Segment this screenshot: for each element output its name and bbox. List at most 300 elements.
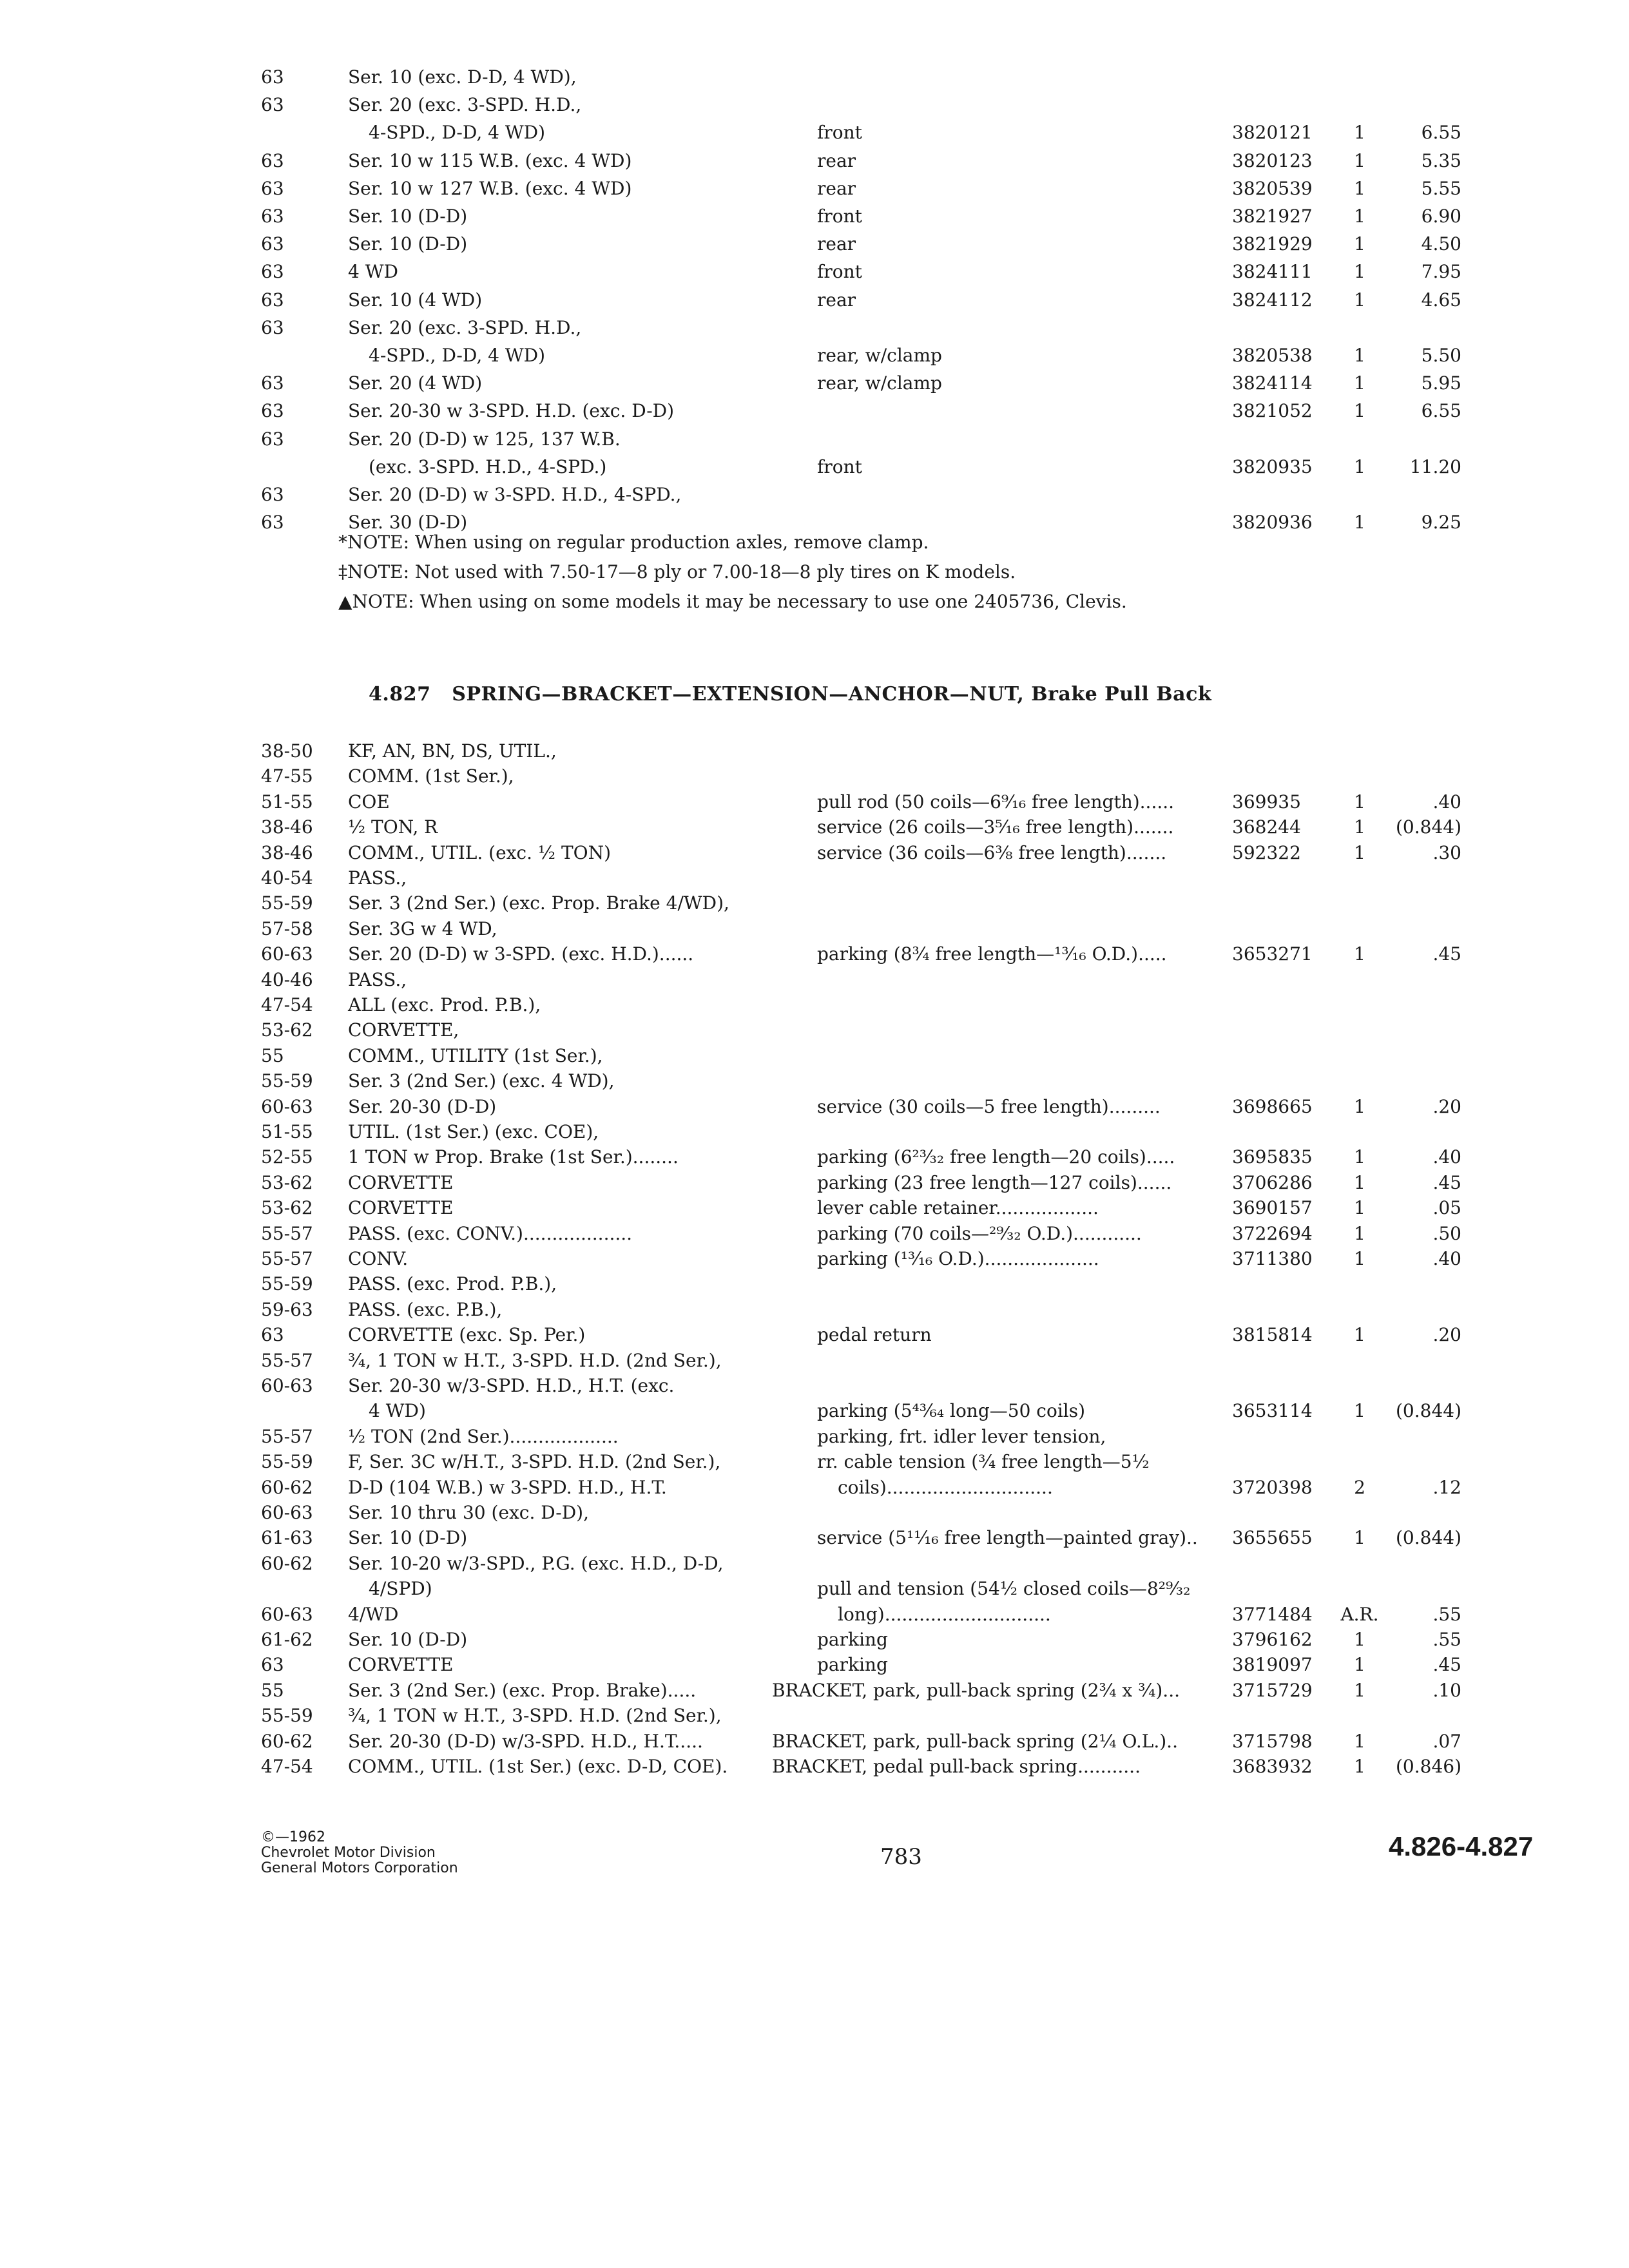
part-number-cell: 3698665 — [1232, 1095, 1313, 1117]
note-clevis: ▲NOTE: When using on some models it may be necessary to use one 2405736, Clevis. — [338, 591, 1127, 612]
part-number-cell: 3821927 — [1232, 206, 1313, 227]
quantity-cell: 1 — [1354, 149, 1365, 171]
section-subtitle: Brake Pull Back — [1031, 683, 1212, 706]
part-number-cell: 3815814 — [1232, 1324, 1313, 1346]
part-number-cell: 3821052 — [1232, 400, 1313, 422]
table-row — [0, 967, 1629, 993]
model-cell: (exc. 3-SPD. H.D., 4-SPD.) — [369, 456, 607, 477]
model-cell: PASS. (exc. P.B.), — [348, 1298, 503, 1320]
model-cell: Ser. 20-30 (D-D) w/3-SPD. H.D., H.T..... — [348, 1730, 703, 1752]
part-number-cell: 3690157 — [1232, 1197, 1313, 1219]
quantity-cell: 1 — [1354, 1248, 1365, 1269]
model-cell: Ser. 10 (D-D) — [348, 233, 468, 255]
note-clamp: *NOTE: When using on regular production axles, remove clamp. — [338, 532, 929, 553]
year-cell: 55-57 — [261, 1222, 313, 1244]
description-cell: front — [817, 122, 862, 144]
model-cell: 1 TON w Prop. Brake (1st Ser.)........ — [348, 1146, 679, 1168]
year-cell: 47-55 — [261, 765, 313, 787]
model-cell: Ser. 3 (2nd Ser.) (exc. Prop. Brake)..... — [348, 1679, 697, 1701]
year-cell: 60-63 — [261, 1375, 313, 1396]
table-row — [0, 1449, 1629, 1475]
price-cell: .45 — [1432, 943, 1461, 965]
table-row — [0, 1627, 1629, 1653]
model-cell: CORVETTE (exc. Sp. Per.) — [348, 1324, 586, 1346]
model-cell: Ser. 10-20 w/3-SPD., P.G. (exc. H.D., D-D, — [348, 1552, 724, 1574]
year-cell: 63 — [261, 400, 284, 422]
table-row — [0, 890, 1629, 916]
year-cell: 47-54 — [261, 1756, 313, 1777]
model-cell: PASS., — [348, 867, 407, 889]
model-cell: CORVETTE — [348, 1171, 454, 1193]
year-cell: 63 — [261, 94, 284, 116]
description-cell: parking (23 free length—127 coils)...... — [817, 1171, 1172, 1193]
section-title: SPRING—BRACKET—EXTENSION—ANCHOR—NUT, — [452, 683, 1025, 706]
description-cell: BRACKET, park, pull-back spring (2¾ x ¾)... — [772, 1679, 1181, 1701]
description-cell: rear — [817, 177, 856, 199]
table-row — [0, 1576, 1629, 1602]
description-cell: rear — [817, 289, 856, 311]
price-cell: .07 — [1432, 1730, 1461, 1752]
price-cell: .45 — [1432, 1171, 1461, 1193]
model-cell: Ser. 10 (exc. D-D, 4 WD), — [348, 66, 577, 88]
table-row — [0, 287, 1629, 313]
year-cell: 60-62 — [261, 1476, 313, 1498]
price-cell: .55 — [1432, 1629, 1461, 1650]
part-number-cell: 3706286 — [1232, 1171, 1313, 1193]
price-cell: .12 — [1432, 1476, 1461, 1498]
year-cell: 63 — [261, 66, 284, 88]
price-cell: 9.25 — [1421, 512, 1461, 533]
part-number-cell: 3715798 — [1232, 1730, 1313, 1752]
quantity-cell: 1 — [1354, 372, 1365, 394]
price-cell: 5.55 — [1421, 177, 1461, 199]
price-cell: 4.50 — [1421, 233, 1461, 255]
price-cell: 5.50 — [1421, 345, 1461, 366]
quantity-cell: 1 — [1354, 206, 1365, 227]
table-row — [0, 370, 1629, 396]
part-number-cell: 3722694 — [1232, 1222, 1313, 1244]
year-cell: 55-57 — [261, 1349, 313, 1371]
quantity-cell: 1 — [1354, 1679, 1365, 1701]
part-number-cell: 3715729 — [1232, 1679, 1313, 1701]
quantity-cell: 1 — [1354, 1095, 1365, 1117]
quantity-cell: 1 — [1354, 233, 1365, 255]
section-number: 4.827 — [369, 683, 431, 706]
table-row — [0, 814, 1629, 840]
page-number: 783 — [880, 1844, 922, 1870]
year-cell: 38-46 — [261, 841, 313, 863]
year-cell: 63 — [261, 206, 284, 227]
year-cell: 60-63 — [261, 1095, 313, 1117]
division-name: Chevrolet Motor Division — [261, 1845, 436, 1861]
section-range: 4.826-4.827 — [1389, 1831, 1534, 1861]
year-cell: 55-59 — [261, 1451, 313, 1473]
table-row — [0, 64, 1629, 90]
quantity-cell: 2 — [1354, 1476, 1365, 1498]
year-cell: 63 — [261, 316, 284, 338]
note-tires: ‡NOTE: Not used with 7.50-17—8 ply or 7.00-18—8 ply tires on K models. — [338, 561, 1016, 582]
part-number-cell: 3820121 — [1232, 122, 1313, 144]
price-cell: .20 — [1432, 1095, 1461, 1117]
description-cell: rr. cable tension (³⁄₄ free length—5½ — [817, 1451, 1150, 1473]
table-row — [0, 343, 1629, 369]
year-cell: 60-62 — [261, 1730, 313, 1752]
model-cell: COMM. (1st Ser.), — [348, 765, 514, 787]
model-cell: KF, AN, BN, DS, UTIL., — [348, 740, 557, 762]
price-cell: .40 — [1432, 1248, 1461, 1269]
year-cell: 47-54 — [261, 994, 313, 1015]
price-cell: .05 — [1432, 1197, 1461, 1219]
model-cell: 4-SPD., D-D, 4 WD) — [369, 122, 545, 144]
table-row — [0, 148, 1629, 174]
price-cell: .40 — [1432, 791, 1461, 812]
model-cell: ½ TON (2nd Ser.)................... — [348, 1425, 619, 1447]
table-row — [0, 865, 1629, 891]
year-cell: 55 — [261, 1679, 284, 1701]
part-number-cell: 3653271 — [1232, 943, 1313, 965]
model-cell: COMM., UTILITY (1st Ser.), — [348, 1044, 603, 1066]
part-number-cell: 3824111 — [1232, 261, 1313, 283]
quantity-cell: 1 — [1354, 289, 1365, 311]
description-cell: parking — [817, 1629, 888, 1650]
part-number-cell: 3796162 — [1232, 1629, 1313, 1650]
description-cell: BRACKET, park, pull-back spring (2¼ O.L.).. — [772, 1730, 1178, 1752]
year-cell: 59-63 — [261, 1298, 313, 1320]
model-cell: ALL (exc. Prod. P.B.), — [348, 994, 541, 1015]
model-cell: Ser. 3 (2nd Ser.) (exc. Prop. Brake 4/WD), — [348, 892, 729, 914]
year-cell: 40-46 — [261, 968, 313, 990]
year-cell: 63 — [261, 512, 284, 533]
table-row — [0, 1678, 1629, 1704]
year-cell: 55-57 — [261, 1248, 313, 1269]
quantity-cell: 1 — [1354, 1324, 1365, 1346]
description-cell: lever cable retainer.................. — [817, 1197, 1099, 1219]
description-cell: rear, w/clamp — [817, 372, 942, 394]
description-cell: rear, w/clamp — [817, 345, 942, 366]
table-row — [0, 92, 1629, 118]
quantity-cell: 1 — [1354, 1171, 1365, 1193]
table-row — [0, 1094, 1629, 1120]
year-cell: 53-62 — [261, 1197, 313, 1219]
table-row — [0, 916, 1629, 942]
quantity-cell: 1 — [1354, 791, 1365, 812]
description-cell: parking (6²³⁄₃₂ free length—20 coils)..... — [817, 1146, 1175, 1168]
description-cell: pedal return — [817, 1324, 932, 1346]
model-cell: Ser. 20 (D-D) w 125, 137 W.B. — [348, 428, 621, 450]
model-cell: Ser. 20 (exc. 3-SPD. H.D., — [348, 316, 582, 338]
table-row — [0, 1754, 1629, 1780]
quantity-cell: 1 — [1354, 1146, 1365, 1168]
quantity-cell: 1 — [1354, 1629, 1365, 1650]
table-row — [0, 231, 1629, 257]
table-row — [0, 738, 1629, 764]
year-cell: 53-62 — [261, 1019, 313, 1041]
part-number-cell: 3819097 — [1232, 1654, 1313, 1676]
table-row — [0, 427, 1629, 452]
model-cell: CORVETTE — [348, 1197, 454, 1219]
table-row — [0, 454, 1629, 480]
year-cell: 55 — [261, 1044, 284, 1066]
part-number-cell: 3821929 — [1232, 233, 1313, 255]
table-row — [0, 1424, 1629, 1450]
section-heading — [369, 683, 1211, 706]
price-cell: (0.844) — [1395, 1527, 1461, 1549]
table-row — [0, 1551, 1629, 1577]
table-row — [0, 1373, 1629, 1399]
table-row — [0, 204, 1629, 229]
description-cell: front — [817, 456, 862, 477]
table-row — [0, 1043, 1629, 1069]
model-cell: CORVETTE — [348, 1654, 454, 1676]
part-number-cell: 3824112 — [1232, 289, 1313, 311]
quantity-cell: 1 — [1354, 456, 1365, 477]
quantity-cell: 1 — [1354, 512, 1365, 533]
description-cell: service (30 coils—5 free length)......... — [817, 1095, 1161, 1117]
year-cell: 53-62 — [261, 1171, 313, 1193]
description-cell: service (5¹¹⁄₁₆ free length—painted gray).. — [817, 1527, 1198, 1549]
year-cell: 63 — [261, 484, 284, 505]
price-cell: .50 — [1432, 1222, 1461, 1244]
table-row — [0, 1348, 1629, 1374]
quantity-cell: 1 — [1354, 1400, 1365, 1422]
model-cell: PASS. (exc. Prod. P.B.), — [348, 1273, 557, 1295]
table-row — [0, 1170, 1629, 1196]
model-cell: 4/SPD) — [369, 1578, 432, 1600]
part-number-cell: 3655655 — [1232, 1527, 1313, 1549]
model-cell: Ser. 30 (D-D) — [348, 512, 468, 533]
table-row — [0, 1119, 1629, 1145]
table-row — [0, 1246, 1629, 1272]
table-row — [0, 1195, 1629, 1221]
year-cell: 63 — [261, 372, 284, 394]
description-cell: front — [817, 206, 862, 227]
table-row — [0, 1729, 1629, 1754]
model-cell: Ser. 10 thru 30 (exc. D-D), — [348, 1502, 589, 1523]
description-cell: service (26 coils—3⁵⁄₁₆ free length)....... — [817, 816, 1174, 838]
table-row — [0, 1500, 1629, 1526]
quantity-cell: 1 — [1354, 816, 1365, 838]
year-cell: 63 — [261, 289, 284, 311]
table-row — [0, 1398, 1629, 1424]
price-cell: 4.65 — [1421, 289, 1461, 311]
corporation-name: General Motors Corporation — [261, 1860, 458, 1876]
model-cell: F, Ser. 3C w/H.T., 3-SPD. H.D. (2nd Ser.), — [348, 1451, 721, 1473]
year-cell: 63 — [261, 149, 284, 171]
model-cell: Ser. 10 (D-D) — [348, 1629, 468, 1650]
part-number-cell: 3824114 — [1232, 372, 1313, 394]
year-cell: 60-62 — [261, 1552, 313, 1574]
model-cell: Ser. 10 (D-D) — [348, 206, 468, 227]
year-cell: 40-54 — [261, 867, 313, 889]
table-row — [0, 1602, 1629, 1628]
model-cell: ¾, 1 TON w H.T., 3-SPD. H.D. (2nd Ser.), — [348, 1705, 722, 1727]
quantity-cell: 1 — [1354, 345, 1365, 366]
table-row — [0, 1221, 1629, 1247]
price-cell: 5.35 — [1421, 149, 1461, 171]
quantity-cell: 1 — [1354, 1654, 1365, 1676]
model-cell: CONV. — [348, 1248, 409, 1269]
part-number-cell: 3820538 — [1232, 345, 1313, 366]
year-cell: 51-55 — [261, 791, 313, 812]
price-cell: .30 — [1432, 841, 1461, 863]
copyright-year: ©—1962 — [261, 1829, 325, 1845]
price-cell: 6.55 — [1421, 122, 1461, 144]
part-number-cell: 3653114 — [1232, 1400, 1313, 1422]
year-cell: 55-59 — [261, 1705, 313, 1727]
model-cell: ½ TON, R — [348, 816, 438, 838]
part-number-cell: 368244 — [1232, 816, 1301, 838]
table-row — [0, 398, 1629, 424]
model-cell: D-D (104 W.B.) w 3-SPD. H.D., H.T. — [348, 1476, 667, 1498]
description-cell: parking — [817, 1654, 888, 1676]
model-cell: Ser. 20-30 w/3-SPD. H.D., H.T. (exc. — [348, 1375, 675, 1396]
price-cell: .10 — [1432, 1679, 1461, 1701]
model-cell: CORVETTE, — [348, 1019, 459, 1041]
model-cell: Ser. 20 (exc. 3-SPD. H.D., — [348, 94, 582, 116]
description-cell: rear — [817, 149, 856, 171]
price-cell: .20 — [1432, 1324, 1461, 1346]
price-cell: .40 — [1432, 1146, 1461, 1168]
year-cell: 61-63 — [261, 1527, 313, 1549]
quantity-cell: 1 — [1354, 1730, 1365, 1752]
quantity-cell: A.R. — [1340, 1603, 1379, 1625]
quantity-cell: 1 — [1354, 261, 1365, 283]
year-cell: 63 — [261, 261, 284, 283]
year-cell: 63 — [261, 233, 284, 255]
quantity-cell: 1 — [1354, 943, 1365, 965]
year-cell: 63 — [261, 1324, 284, 1346]
part-number-cell: 3695835 — [1232, 1146, 1313, 1168]
price-cell: 6.90 — [1421, 206, 1461, 227]
quantity-cell: 1 — [1354, 122, 1365, 144]
description-cell: rear — [817, 233, 856, 255]
table-row — [0, 176, 1629, 202]
model-cell: UTIL. (1st Ser.) (exc. COE), — [348, 1121, 599, 1142]
price-cell: .55 — [1432, 1603, 1461, 1625]
part-number-cell: 369935 — [1232, 791, 1301, 812]
model-cell: PASS., — [348, 968, 407, 990]
model-cell: Ser. 20-30 (D-D) — [348, 1095, 497, 1117]
year-cell: 55-59 — [261, 892, 313, 914]
model-cell: PASS. (exc. CONV.)................... — [348, 1222, 633, 1244]
table-row — [0, 1703, 1629, 1729]
table-row — [0, 315, 1629, 341]
part-number-cell: 3820123 — [1232, 149, 1313, 171]
table-row — [0, 789, 1629, 815]
year-cell: 63 — [261, 1654, 284, 1676]
year-cell: 55-59 — [261, 1070, 313, 1092]
year-cell: 55-57 — [261, 1425, 313, 1447]
table-row — [0, 482, 1629, 508]
description-cell: parking, frt. idler lever tension, — [817, 1425, 1106, 1447]
price-cell: 11.20 — [1409, 456, 1461, 477]
description-cell: front — [817, 261, 862, 283]
price-cell: (0.844) — [1395, 816, 1461, 838]
part-number-cell: 3820935 — [1232, 456, 1313, 477]
description-cell: coils)............................. — [838, 1476, 1053, 1498]
part-number-cell: 3771484 — [1232, 1603, 1313, 1625]
model-cell: COMM., UTIL. (exc. ½ TON) — [348, 841, 612, 863]
description-cell: service (36 coils—6⅜ free length)....... — [817, 841, 1167, 863]
model-cell: Ser. 20-30 w 3-SPD. H.D. (exc. D-D) — [348, 400, 675, 422]
table-row — [0, 764, 1629, 789]
description-cell: parking (5⁴³⁄₆₄ long—50 coils) — [817, 1400, 1086, 1422]
model-cell: 4 WD) — [369, 1400, 426, 1422]
table-row — [0, 120, 1629, 146]
part-number-cell: 3720398 — [1232, 1476, 1313, 1498]
part-number-cell: 3711380 — [1232, 1248, 1313, 1269]
table-row — [0, 1271, 1629, 1297]
description-cell: long)............................. — [838, 1603, 1051, 1625]
description-cell: parking (¹³⁄₁₆ O.D.).................... — [817, 1248, 1099, 1269]
model-cell: 4/WD — [348, 1603, 399, 1625]
description-cell: pull and tension (54½ closed coils—8²⁹⁄₃₂ — [817, 1578, 1191, 1600]
description-cell: parking (70 coils—²⁹⁄₃₂ O.D.)............ — [817, 1222, 1142, 1244]
year-cell: 60-63 — [261, 1603, 313, 1625]
price-cell: 6.55 — [1421, 400, 1461, 422]
part-number-cell: 3820539 — [1232, 177, 1313, 199]
price-cell: (0.846) — [1395, 1756, 1461, 1777]
quantity-cell: 1 — [1354, 841, 1365, 863]
model-cell: COE — [348, 791, 390, 812]
table-row — [0, 840, 1629, 866]
year-cell: 38-50 — [261, 740, 313, 762]
quantity-cell: 1 — [1354, 400, 1365, 422]
table-row — [0, 259, 1629, 285]
model-cell: COMM., UTIL. (1st Ser.) (exc. D-D, COE). — [348, 1756, 728, 1777]
description-cell: pull rod (50 coils—6⁹⁄₁₆ free length)...... — [817, 791, 1175, 812]
quantity-cell: 1 — [1354, 177, 1365, 199]
year-cell: 52-55 — [261, 1146, 313, 1168]
model-cell: Ser. 20 (D-D) w 3-SPD. H.D., 4-SPD., — [348, 484, 682, 505]
price-cell: (0.844) — [1395, 1400, 1461, 1422]
year-cell: 63 — [261, 177, 284, 199]
year-cell: 51-55 — [261, 1121, 313, 1142]
part-number-cell: 592322 — [1232, 841, 1301, 863]
part-number-cell: 3683932 — [1232, 1756, 1313, 1777]
model-cell: Ser. 10 (4 WD) — [348, 289, 483, 311]
year-cell: 60-63 — [261, 943, 313, 965]
table-row — [0, 941, 1629, 967]
model-cell: Ser. 3 (2nd Ser.) (exc. 4 WD), — [348, 1070, 615, 1092]
table-row — [0, 1297, 1629, 1323]
model-cell: Ser. 10 w 115 W.B. (exc. 4 WD) — [348, 149, 632, 171]
model-cell: Ser. 10 w 127 W.B. (exc. 4 WD) — [348, 177, 632, 199]
description-cell: BRACKET, pedal pull-back spring........... — [772, 1756, 1141, 1777]
quantity-cell: 1 — [1354, 1527, 1365, 1549]
model-cell: Ser. 10 (D-D) — [348, 1527, 468, 1549]
description-cell: parking (8¾ free length—¹³⁄₁₆ O.D.)..... — [817, 943, 1167, 965]
table-row — [0, 1322, 1629, 1348]
year-cell: 55-59 — [261, 1273, 313, 1295]
table-row — [0, 1652, 1629, 1678]
table-row — [0, 1475, 1629, 1501]
quantity-cell: 1 — [1354, 1222, 1365, 1244]
year-cell: 57-58 — [261, 918, 313, 939]
price-cell: .45 — [1432, 1654, 1461, 1676]
footer-copyright — [261, 1830, 458, 1876]
model-cell: 4-SPD., D-D, 4 WD) — [369, 345, 545, 366]
part-number-cell: 3820936 — [1232, 512, 1313, 533]
year-cell: 38-46 — [261, 816, 313, 838]
price-cell: 5.95 — [1421, 372, 1461, 394]
model-cell: Ser. 3G w 4 WD, — [348, 918, 497, 939]
table-row — [0, 1068, 1629, 1094]
year-cell: 60-63 — [261, 1502, 313, 1523]
quantity-cell: 1 — [1354, 1756, 1365, 1777]
model-cell: Ser. 20 (4 WD) — [348, 372, 483, 394]
price-cell: 7.95 — [1421, 261, 1461, 283]
